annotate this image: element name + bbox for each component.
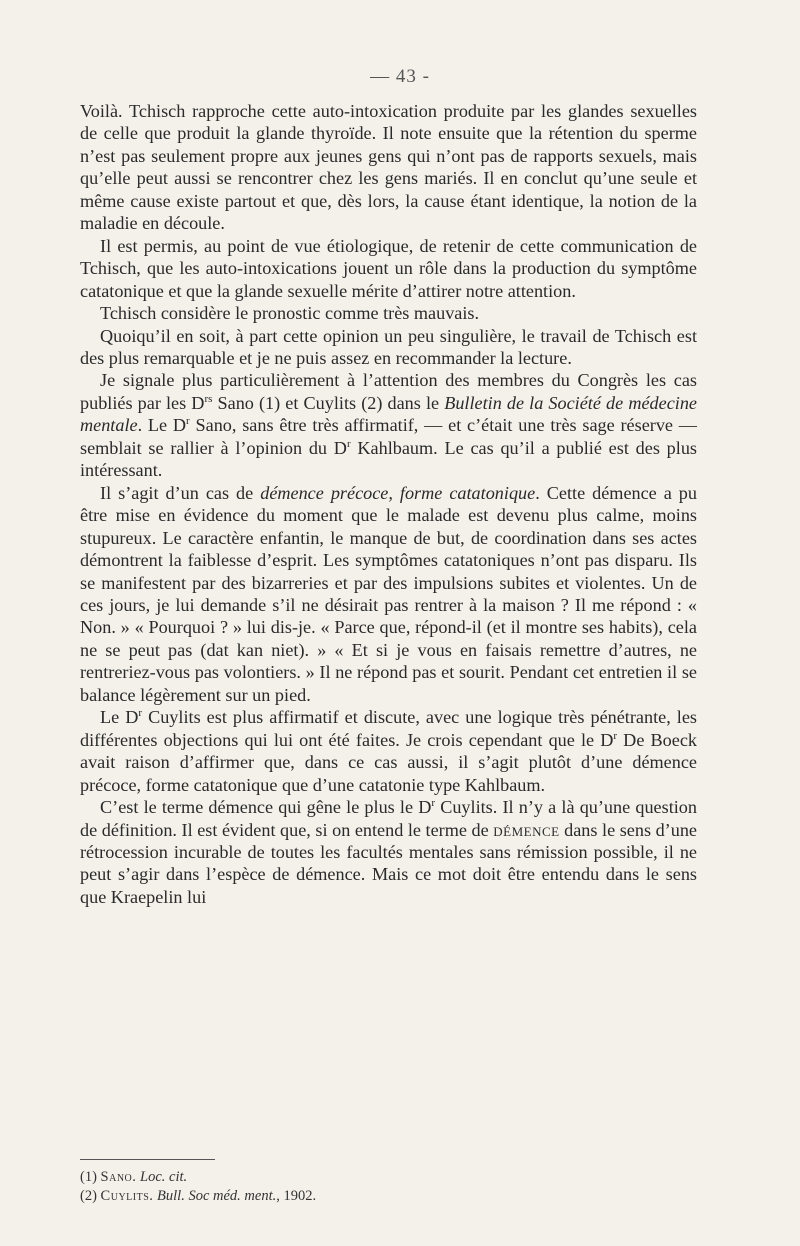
diagnosis-italic: démence précoce, forme catatonique: [260, 482, 536, 503]
paragraph-8: C’est le terme démence qui gêne le plus le $D^r$ Cuylits. Il n’y a là qu’une question de définition. Il est évident que, si on entend le terme de démence dans le sens d’une rétrocession incurable de toutes les facultés mentales sans rémission possible, il ne peut s’agir dans l’espèce de démence. Mais ce mot doit être entendu dans le sens que Kraepelin lui: [80, 796, 697, 907]
paragraph-4: Quoiqu’il en soit, à part cette opinion un peu singulière, le travail de Tchisch est des plus remarquable et je ne puis assez en recommander la lecture.: [80, 325, 697, 368]
paragraph-2: Il est permis, au point de vue étiologique, de retenir de cette communication de Tchisch, que les auto-intoxications jouent un rôle dans la production du symptôme catatonique et que la glande sexuelle mérite d’attirer notre attention.: [80, 235, 697, 301]
bulletin-title: Bulletin de la Société de médecine mentale: [80, 392, 697, 436]
paragraph-3: Tchisch considère le pronostic comme très mauvais.: [100, 303, 480, 324]
term-demence: démence: [493, 819, 560, 840]
body-text: [80, 100, 697, 908]
footnote-2: (2) Cuylits. Bull. Soc méd. ment., 1902.: [80, 1188, 317, 1204]
paragraph-1: Voilà. Tchisch rapproche cette auto-intoxication produite par les glandes sexuelles de celle que produit la glande thyroïde. Il note ensuite que la rétention du sperme n’est pas seulement propre aux jeunes gens qui n’ont pas de rapports sexuels, mais qu’elle peut aussi se rencontrer chez les gens mariés. Il en conclut qu’une seule et même cause existe partout et que, dès lors, la cause étant identique, la notion de la maladie en découle.: [80, 101, 697, 234]
footnotes: [80, 1168, 697, 1206]
paragraph-7: Le $D^r$ Cuylits est plus affirmatif et discute, avec une logique très pénétrante, les différentes objections qui lui ont été faites. Je crois cependant que le $D^r$ De Boeck avait raison d’affirmer que, dans ce cas aussi, il s’agit plutôt d’une démence précoce, forme catatonique que d’une catatonie type Kahlbaum.: [80, 707, 697, 795]
paragraph-5: Je signale plus particulièrement à l’attention des membres du Congrès les cas publiés par les $D^{rs}$ Sano (1) et Cuylits (2) dans le Bulletin de la Société de médecine mentale. Le $D^r$ Sano, sans être très affirmatif, — et c’était une très sage réserve — semblait se rallier à l’opinion du $D^r$ Kahlbaum. Le cas qu’il a publié est des plus intéressant.: [80, 370, 697, 481]
paragraph-6: Il s’agit d’un cas de démence précoce, forme catatonique. Cette démence a pu être mise en évidence du moment que le malade est devenu plus calme, moins stupureux. Le caractère enfantin, le manque de but, de coordination dans ses actes démontrent la faiblesse d’esprit. Les symptômes catatoniques n’ont pas disparu. Ils se manifestent par des bizarreries et par des impulsions subites et violentes. Un de ces jours, je lui demande s’il ne désirait pas rentrer à la maison ? Il me répond : « Non. » « Pourquoi ? » lui dis-je. « Parce que, répond-il (et il montre ses habits), cela ne se peut pas (dat kan niet). » « Et si je vous en faisais remettre d’autres, ne rentreriez-vous pas volontiers. » Il ne répond pas et sourit. Pendant cet entretien il se balance légèrement sur un pied.: [80, 482, 697, 705]
page-number: — 43 -: [370, 66, 430, 87]
footnote-divider: [80, 1159, 215, 1160]
footnote-1: (1) Sano. Loc. cit.: [80, 1169, 188, 1185]
